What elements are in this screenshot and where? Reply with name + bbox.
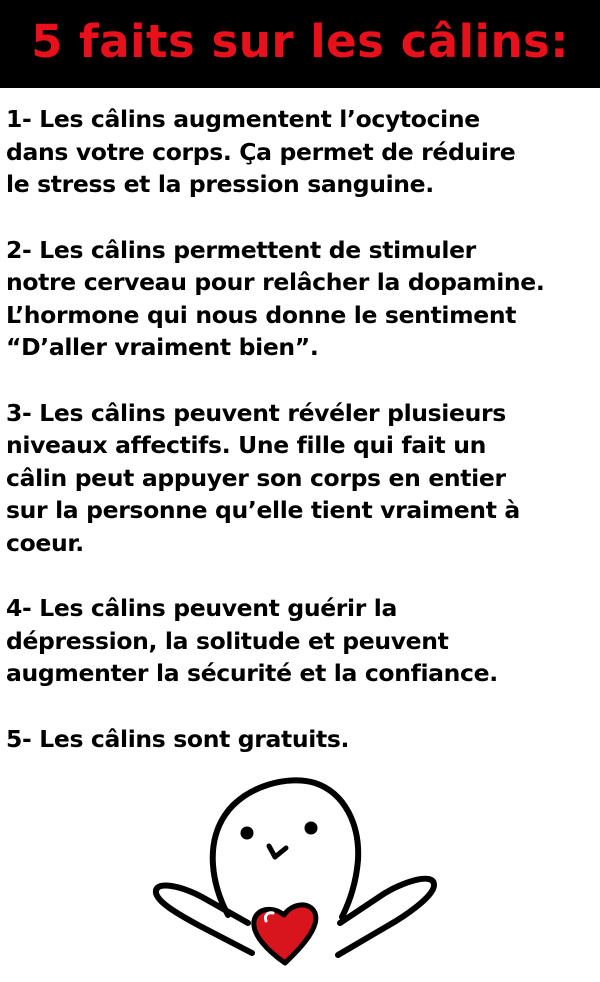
fact-4: 4- Les câlins peuvent guérir la dépression, la solitude et peuvent augmenter la sécurité et la confiance. xyxy=(6,594,498,687)
left-eye xyxy=(241,827,254,840)
right-eye xyxy=(305,822,318,835)
heart-icon xyxy=(254,905,316,963)
fact-2: 2- Les câlins permettent de stimuler notre cerveau pour relâcher la dopamine. L’hormone qui nous donne le sentiment “D’aller vraiment bien”. xyxy=(6,235,545,361)
left-arm xyxy=(156,885,252,953)
mouth xyxy=(269,846,286,857)
hugging-character-with-heart-icon xyxy=(150,775,440,970)
fact-1: 1- Les câlins augmentent l’ocytocine dans votre corps. Ça permet de réduire le stress et la pression sanguine. xyxy=(6,105,516,198)
fact-3: 3- Les câlins peuvent révéler plusieurs niveaux affectifs. Une fille qui fait un câlin peut appuyer son corps en entier sur la personne qu’elle tient vraiment à coeur. xyxy=(6,398,520,557)
facts-list xyxy=(6,103,598,788)
fact-5: 5- Les câlins sont gratuits. xyxy=(6,724,350,753)
page-title: 5 faits sur les câlins: xyxy=(31,14,569,68)
title-banner xyxy=(0,0,600,88)
